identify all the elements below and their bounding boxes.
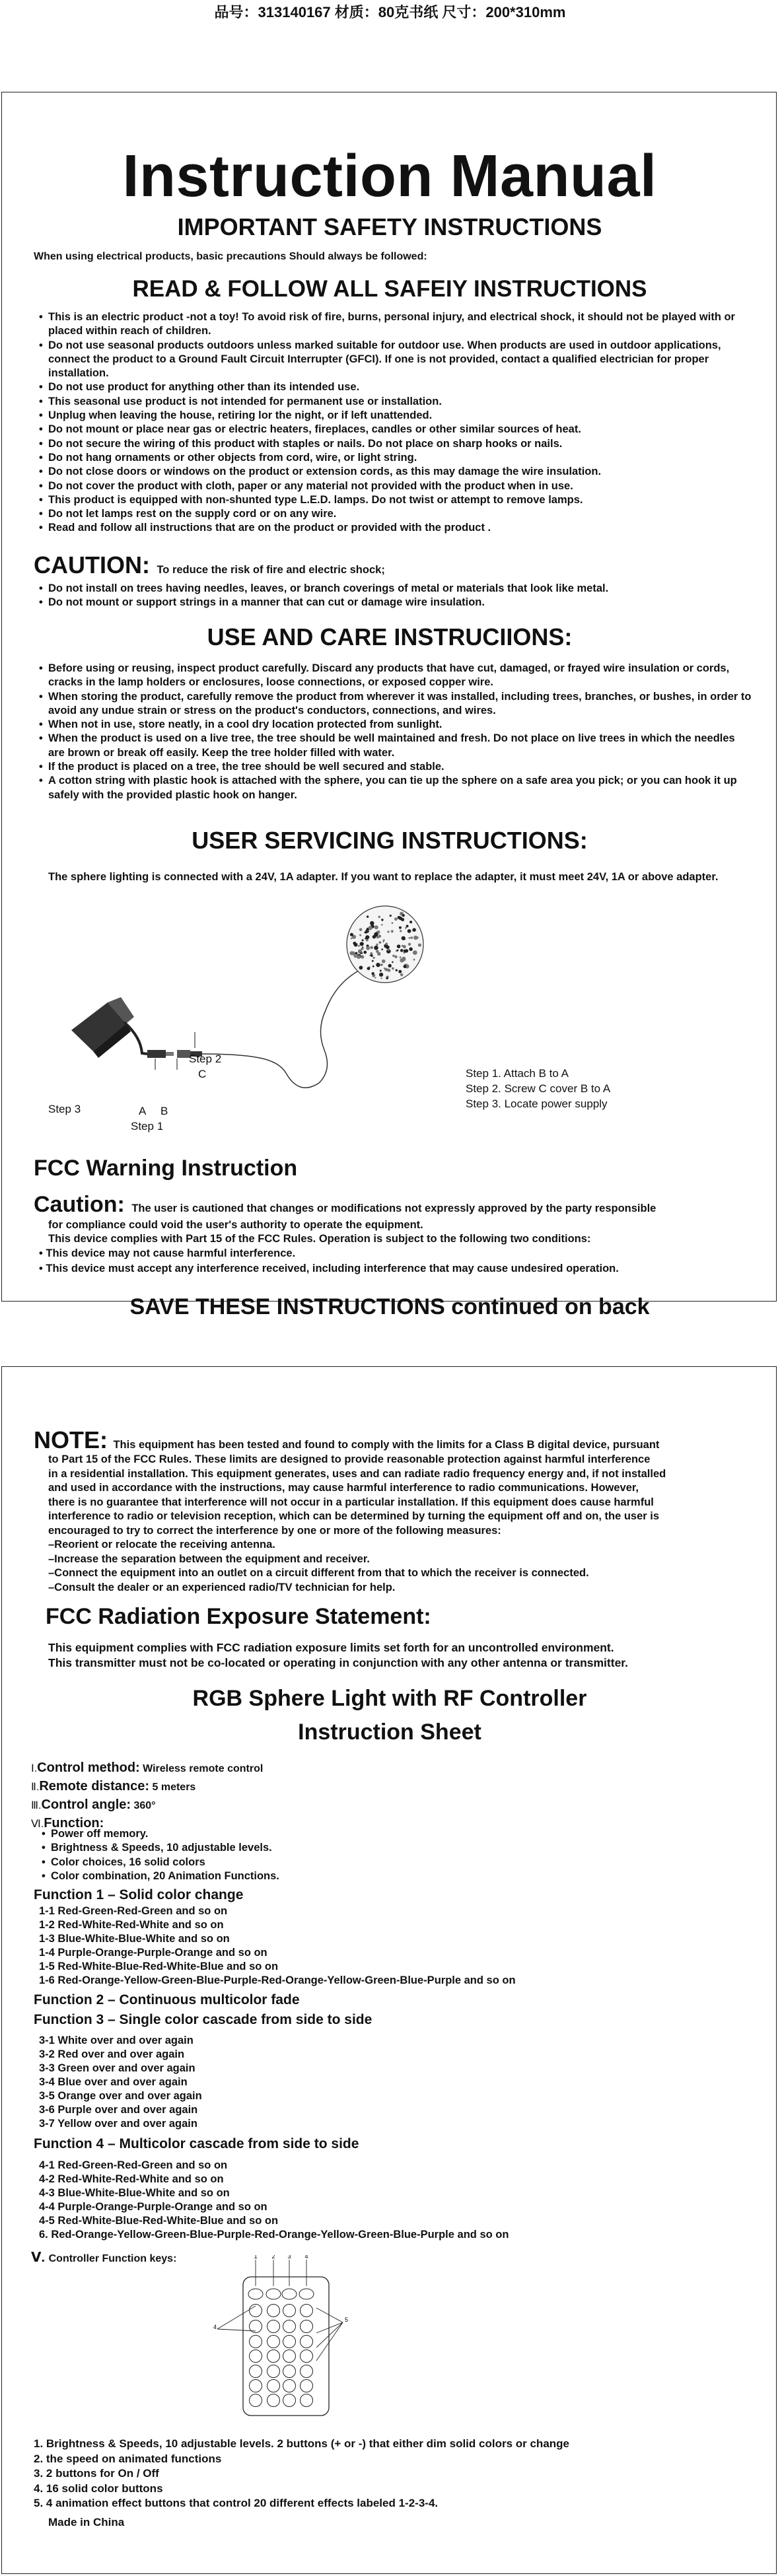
caution-block xyxy=(34,551,385,579)
sphere-bulb xyxy=(378,916,381,919)
spec-label: Control angle: xyxy=(41,1797,131,1812)
step3-label: Step 3 xyxy=(48,1103,81,1115)
spec-row xyxy=(31,1778,263,1796)
sphere-bulb xyxy=(378,941,381,944)
safety-item: • This is an electric product -not a toy! To avoid risk of fire, burns, personal injury, and electrical shock, it should not be played with or placed within reach of children. xyxy=(39,310,752,339)
sphere-bulb xyxy=(359,966,363,970)
function3-list xyxy=(39,2034,202,2131)
note-line: there is no guarantee that interference will not occur in a particular installation. If this equipment does cause harmful xyxy=(48,1496,654,1508)
remote-key xyxy=(267,2365,280,2378)
sphere-bulb xyxy=(384,967,386,969)
sphere-bulb xyxy=(387,930,389,932)
remote-key xyxy=(267,2350,280,2363)
sphere-bulb xyxy=(396,969,398,971)
key-description: 4. 16 solid color buttons xyxy=(34,2482,163,2495)
spec-number: Ⅵ. xyxy=(31,1819,44,1830)
sphere-bulb xyxy=(404,965,407,968)
connector-illustration xyxy=(147,971,359,1088)
function4-heading: Function 4 – Multicolor cascade from side to side xyxy=(34,2136,359,2151)
sphere-light-illustration xyxy=(347,906,423,983)
sphere-bulb xyxy=(374,946,378,950)
function-item: • Color combination, 20 Animation Functions. xyxy=(42,1869,279,1883)
sphere-bulb xyxy=(398,970,402,973)
user-servicing-heading: USER SERVICING INSTRUCTIONS: xyxy=(192,827,588,854)
sphere-bulb xyxy=(402,914,405,917)
sphere-bulb xyxy=(397,950,399,952)
remote-key xyxy=(301,2320,313,2333)
spec-value: 5 meters xyxy=(149,1782,196,1793)
function3-heading: Function 3 – Single color cascade from side to side xyxy=(34,2012,372,2027)
sphere-bulb xyxy=(357,955,361,959)
function1-list xyxy=(39,1904,516,1988)
caution2-line: for compliance could void the user's authority to operate the equipment. xyxy=(48,1219,423,1231)
remote-key xyxy=(301,2380,313,2392)
sphere-bulb xyxy=(386,946,390,950)
function1-heading: Function 1 – Solid color change xyxy=(34,1887,244,1902)
caution-list xyxy=(39,582,752,610)
sphere-bulb xyxy=(392,922,394,924)
sphere-bulb xyxy=(385,942,388,945)
sphere-bulb xyxy=(381,924,383,926)
function3-item: 3-7 Yellow over and over again xyxy=(39,2118,197,2130)
spec-number: Ⅲ. xyxy=(31,1800,42,1811)
controller-keys-number: Ⅴ. xyxy=(31,2250,46,2265)
label-b: B xyxy=(160,1105,168,1117)
function4-item: 4-5 Red-White-Blue-Red-White-Blue and so on xyxy=(39,2215,279,2227)
function4-item: 6. Red-Orange-Yellow-Green-Blue-Purple-Red-Orange-Yellow-Green-Blue-Purple and so on xyxy=(39,2229,509,2241)
function3-item: 3-5 Orange over and over again xyxy=(39,2090,202,2102)
function-list xyxy=(42,1827,279,1883)
sphere-bulb xyxy=(394,917,398,921)
sphere-bulb xyxy=(397,944,401,948)
caution-label: CAUTION: xyxy=(34,551,150,578)
sphere-bulb xyxy=(380,963,383,966)
key-list xyxy=(34,2437,569,2511)
sphere-bulb xyxy=(399,926,402,929)
remote-key xyxy=(283,2305,296,2317)
remote-key xyxy=(301,2305,313,2317)
remote-key xyxy=(267,2394,280,2407)
sphere-bulb xyxy=(367,916,369,918)
sphere-bulb xyxy=(418,944,421,947)
safety-item: • Do not secure the wiring of this product with staples or nails. Do not place on sharp hooks or nails. xyxy=(39,437,752,451)
note-first-line: This equipment has been tested and found to comply with the limits for a Class B digital device, pursuant xyxy=(113,1439,660,1451)
sphere-bulb xyxy=(409,948,413,952)
caution2-block xyxy=(34,1192,656,1218)
callout-1: 1 xyxy=(254,2255,258,2260)
use-care-item: • If the product is placed on a tree, the tree should be well secured and stable. xyxy=(39,760,752,774)
sphere-bulb xyxy=(386,977,388,979)
step2-label: Step 2 xyxy=(189,1053,222,1065)
sphere-bulb xyxy=(366,939,369,942)
note-line: –Increase the separation between the equipment and receiver. xyxy=(48,1552,370,1565)
use-care-item: • When not in use, store neatly, in a cool dry location protected from sunlight. xyxy=(39,718,752,732)
label-a: A xyxy=(139,1105,147,1117)
sphere-bulb xyxy=(380,970,382,972)
sphere-bulb xyxy=(394,956,397,958)
note-label: NOTE: xyxy=(34,1426,108,1453)
caution2-label: Caution: xyxy=(34,1192,125,1217)
sheet-title: Instruction Sheet xyxy=(298,1720,481,1745)
read-follow-heading: READ & FOLLOW ALL SAFEIY INSTRUCTIONS xyxy=(132,276,647,302)
remote-key xyxy=(301,2336,313,2348)
use-care-heading: USE AND CARE INSTRUCIIONS: xyxy=(207,623,573,650)
remote-key xyxy=(283,2365,296,2378)
sphere-bulb xyxy=(392,967,394,970)
function4-item: 4-2 Red-White-Red-White and so on xyxy=(39,2173,224,2185)
function4-item: 4-3 Blue-White-Blue-White and so on xyxy=(39,2187,230,2199)
remote-key xyxy=(250,2350,262,2363)
spec-label: Function: xyxy=(44,1816,104,1830)
note-line: to Part 15 of the FCC Rules. These limits are designed to provide reasonable protection against harmful interference xyxy=(48,1453,651,1465)
sphere-bulb xyxy=(381,919,383,921)
fcc-condition: • This device must accept any interference received, including interference that may cause undesired operation. xyxy=(39,1263,619,1274)
spec-value: Wireless remote control xyxy=(139,1763,264,1774)
sphere-bulb xyxy=(351,938,353,940)
safety-item: • Read and follow all instructions that are on the product or provided with the product . xyxy=(39,521,752,535)
steps-list xyxy=(466,1066,610,1111)
note-line: and used in accordance with the instructions, may cause harmful interference to radio communications. However, xyxy=(48,1482,639,1494)
made-in-china: Made in China xyxy=(48,2516,125,2528)
remote-key xyxy=(283,2350,296,2363)
function1-item: 1-1 Red-Green-Red-Green and so on xyxy=(39,1905,228,1917)
remote-key xyxy=(250,2365,262,2378)
sphere-bulb xyxy=(366,946,370,950)
callout-5b: 5 xyxy=(345,2316,349,2323)
function2-heading: Function 2 – Continuous multicolor fade xyxy=(34,1992,300,2007)
spec-list xyxy=(31,1759,263,1833)
note-line: encouraged to try to correct the interference by one or more of the following measures: xyxy=(48,1524,501,1537)
sphere-bulb xyxy=(367,967,371,970)
sphere-bulb xyxy=(380,977,382,979)
sphere-bulb xyxy=(364,932,366,934)
spec-row xyxy=(31,1796,263,1815)
remote-key xyxy=(283,2380,296,2392)
sphere-bulb xyxy=(412,928,416,932)
use-care-item: • Before using or reusing, inspect product carefully. Discard any products that have cut, damaged, or frayed wire insulation or cords, cracks in the lamp holders or enclosures, loose connections, or exposed copper wire. xyxy=(39,662,752,690)
sphere-bulb xyxy=(381,948,383,950)
sphere-bulb xyxy=(376,963,380,967)
function-item: • Power off memory. xyxy=(42,1827,279,1841)
safety-item: • Do not let lamps rest on the supply cord or on any wire. xyxy=(39,507,752,521)
power-adapter-illustration xyxy=(71,997,147,1058)
fcc-warning-heading: FCC Warning Instruction xyxy=(34,1156,298,1181)
function1-item: 1-2 Red-White-Red-White and so on xyxy=(39,1919,224,1931)
spec-number: Ⅰ. xyxy=(31,1763,38,1774)
sphere-bulb xyxy=(392,955,395,957)
sphere-bulb xyxy=(390,915,392,917)
spec-label: Control method: xyxy=(37,1760,140,1775)
sphere-bulb xyxy=(372,960,374,962)
sphere-bulb xyxy=(392,961,394,963)
fcc-conditions xyxy=(39,1246,619,1276)
sphere-bulb xyxy=(374,977,376,979)
sphere-bulb xyxy=(410,936,413,939)
sphere-bulb xyxy=(372,972,374,975)
remote-key xyxy=(267,2380,280,2392)
safety-item: • Do not cover the product with cloth, paper or any material not provided with the product when in use. xyxy=(39,479,752,493)
function3-item: 3-4 Blue over and over again xyxy=(39,2076,188,2088)
remote-key xyxy=(248,2289,263,2299)
safety-item: • Unplug when leaving the house, retiring lor the night, or if left unattended. xyxy=(39,409,752,423)
callout-5a: 4 xyxy=(213,2324,217,2330)
controller-keys-heading xyxy=(31,2249,176,2268)
sphere-bulb xyxy=(350,933,353,936)
sphere-bulb xyxy=(387,969,390,972)
function3-item: 3-6 Purple over and over again xyxy=(39,2104,198,2116)
safety-item: • Do not use product for anything other than its intended use. xyxy=(39,380,752,394)
remote-key xyxy=(250,2394,262,2407)
use-care-item: • A cotton string with plastic hook is attached with the sphere, you can tie up the sphere on a safe area you pick; or you can hook it up safely with the provided plastic hook on hanger. xyxy=(39,774,752,802)
function1-item: 1-6 Red-Orange-Yellow-Green-Blue-Purple-Red-Orange-Yellow-Green-Blue-Purple and so on xyxy=(39,1974,516,1986)
sphere-bulb xyxy=(376,944,378,946)
sphere-bulb xyxy=(416,936,418,938)
function4-item: 4-1 Red-Green-Red-Green and so on xyxy=(39,2159,228,2171)
spec-number: Ⅱ. xyxy=(31,1782,40,1793)
function1-item: 1-5 Red-White-Blue-Red-White-Blue and so on xyxy=(39,1961,279,1972)
key-description: 2. the speed on animated functions xyxy=(34,2452,222,2465)
note-block xyxy=(34,1426,659,1454)
label-c: C xyxy=(198,1068,207,1080)
sphere-bulb xyxy=(377,952,380,956)
assembly-diagram xyxy=(42,905,755,1142)
safety-subtitle: IMPORTANT SAFETY INSTRUCTIONS xyxy=(177,213,602,240)
sphere-bulb xyxy=(370,946,373,950)
caution-item: • Do not mount or support strings in a manner that can cut or damage wire insulation. xyxy=(39,596,752,609)
function4-list xyxy=(39,2159,509,2242)
callout-2: 2 xyxy=(271,2255,275,2260)
remote-key xyxy=(267,2305,280,2317)
sphere-bulb xyxy=(372,957,374,959)
callout-3: 3 xyxy=(287,2255,291,2260)
sphere-bulb xyxy=(359,928,363,931)
spec-label: Remote distance: xyxy=(39,1779,150,1793)
sphere-bulb xyxy=(360,953,361,954)
save-instructions: SAVE THESE INSTRUCTIONS continued on back xyxy=(129,1294,650,1319)
note-line: –Reorient or relocate the receiving antenna. xyxy=(48,1539,275,1550)
remote-key xyxy=(301,2365,313,2378)
sphere-bulb xyxy=(400,930,402,932)
back-page xyxy=(1,1366,777,2574)
note-lines xyxy=(48,1453,666,1595)
sphere-bulb xyxy=(399,917,402,920)
remote-key xyxy=(283,2320,296,2333)
sphere-bulb xyxy=(369,926,372,930)
sphere-bulb xyxy=(408,929,411,933)
sphere-bulb xyxy=(360,942,364,946)
remote-key xyxy=(250,2336,262,2348)
user-servicing-text: The sphere lighting is connected with a 24V, 1A adapter. If you want to replace the adapter, it must meet 24V, 1A or above adapter. xyxy=(48,871,719,883)
sphere-bulb xyxy=(361,955,364,958)
remote-key xyxy=(282,2289,297,2299)
intro-text: When using electrical products, basic precautions Should always be followed: xyxy=(34,251,427,262)
controller-keys-label: Controller Function keys: xyxy=(48,2253,177,2264)
sphere-bulb xyxy=(402,945,404,947)
print-spec-header: 品号：313140167 材质：80克书纸 尺寸：200*310mm xyxy=(214,4,566,20)
fcc-radiation-line: This equipment complies with FCC radiation exposure limits set forth for an uncontrolled environment. xyxy=(48,1641,614,1654)
sphere-bulb xyxy=(400,973,403,976)
spec-value: 360° xyxy=(131,1800,156,1811)
sphere-bulb xyxy=(388,964,392,967)
function1-item: 1-4 Purple-Orange-Purple-Orange and so on xyxy=(39,1947,267,1959)
callout-lines xyxy=(217,2260,343,2361)
caution2-line: This device complies with Part 15 of the FCC Rules. Operation is subject to the following two conditions: xyxy=(48,1233,591,1245)
note-line: in a residential installation. This equipment generates, uses and can radiate radio frequency energy and, if not installed xyxy=(48,1467,666,1480)
use-care-item: • When storing the product, carefully remove the product from wherever it was installed, including trees, branches, or bushes, in order to avoid any undue strain or stress on the product's conductors, connections, and wires. xyxy=(39,690,752,718)
function3-item: 3-2 Red over and over again xyxy=(39,2048,185,2060)
sphere-bulb xyxy=(409,937,411,939)
use-care-item: • When the product is used on a live tree, the tree should be well maintained and fresh. Do not place on live trees in which the needles are brown or break off easily. Keep the tree holder filled with water. xyxy=(39,732,752,760)
remote-controller-diagram xyxy=(200,2255,372,2420)
sphere-bulb xyxy=(400,956,402,958)
sphere-bulb xyxy=(383,939,385,941)
sphere-bulb xyxy=(404,950,406,952)
remote-key xyxy=(267,2336,280,2348)
function4-item: 4-4 Purple-Orange-Purple-Orange and so on xyxy=(39,2201,267,2213)
note-line: –Consult the dealer or an experienced radio/TV technician for help. xyxy=(48,1581,396,1593)
caution-item: • Do not install on trees having needles, leaves, or branch coverings of metal or materials that look like metal. xyxy=(39,582,752,596)
safety-item: • Do not mount or place near gas or electric heaters, fireplaces, candles or other similar sources of heat. xyxy=(39,423,752,436)
sphere-bulb xyxy=(405,927,407,929)
remote-key xyxy=(250,2380,262,2392)
safety-item: • Do not hang ornaments or other objects from cord, wire, or light string. xyxy=(39,451,752,465)
function-item: • Brightness & Speeds, 10 adjustable levels. xyxy=(42,1841,279,1855)
sphere-bulb xyxy=(413,950,417,955)
remote-key xyxy=(283,2394,296,2407)
remote-key xyxy=(267,2320,280,2333)
sphere-bulb xyxy=(400,949,404,952)
sphere-bulb xyxy=(353,942,356,945)
page-title: Instruction Manual xyxy=(122,143,657,209)
safety-item: • This product is equipped with non-shunted type L.E.D. lamps. Do not twist or attempt to remove lamps. xyxy=(39,493,752,507)
sphere-bulb xyxy=(371,954,373,957)
sphere-bulb xyxy=(402,957,406,961)
sphere-bulb xyxy=(391,930,394,932)
safety-list xyxy=(39,310,752,536)
remote-key xyxy=(283,2336,296,2348)
assembly-step: Step 1. Attach B to A xyxy=(466,1067,569,1080)
sphere-bulb xyxy=(363,951,367,954)
sphere-bulb xyxy=(361,948,364,950)
fcc-radiation-text xyxy=(48,1640,628,1671)
function3-item: 3-3 Green over and over again xyxy=(39,2062,195,2074)
callout-4: 4 xyxy=(304,2255,308,2260)
sphere-bulb xyxy=(353,953,355,956)
sphere-bulb xyxy=(374,925,378,929)
sphere-bulb xyxy=(382,959,386,963)
fcc-radiation-line: This transmitter must not be co-located or operating in conjunction with any other antenna or transmitter. xyxy=(48,1656,629,1669)
step1-label: Step 1 xyxy=(131,1120,164,1132)
sphere-bulb xyxy=(409,921,412,923)
sphere-bulb xyxy=(402,936,406,940)
note-line: interference to radio or television reception, which can be determined by turning the equipment off and on, the user is xyxy=(48,1510,660,1522)
remote-buttons xyxy=(248,2289,314,2407)
remote-key xyxy=(299,2289,314,2299)
assembly-step: Step 2. Screw C cover B to A xyxy=(466,1082,611,1095)
caution2-text: The user is cautioned that changes or modifications not expressly approved by the party responsible xyxy=(131,1202,656,1214)
fcc-radiation-heading: FCC Radiation Exposure Statement: xyxy=(46,1604,431,1629)
remote-key xyxy=(301,2394,313,2407)
sphere-bulb xyxy=(406,925,409,928)
function3-item: 3-1 White over and over again xyxy=(39,2035,194,2046)
note-line: –Connect the equipment into an outlet on a circuit different from that to which the receiver is connected. xyxy=(48,1567,589,1579)
key-description: 1. Brightness & Speeds, 10 adjustable levels. 2 buttons (+ or -) that either dim solid colors or change xyxy=(34,2437,569,2450)
safety-item: • This seasonal use product is not intended for permanent use or installation. xyxy=(39,395,752,409)
sphere-bulb xyxy=(408,943,411,946)
sphere-bulb xyxy=(388,950,390,952)
function1-item: 1-3 Blue-White-Blue-White and so on xyxy=(39,1933,230,1945)
assembly-step: Step 3. Locate power supply xyxy=(466,1097,608,1110)
key-description: 3. 2 buttons for On / Off xyxy=(34,2467,159,2480)
sphere-bulb xyxy=(362,939,364,941)
use-care-list xyxy=(39,662,752,802)
sphere-bulb xyxy=(374,932,378,936)
sphere-bulb xyxy=(372,965,374,967)
safety-item: • Do not close doors or windows on the product or extension cords, as this may damage the wire insulation. xyxy=(39,465,752,479)
sphere-bulb xyxy=(365,935,369,939)
caution-text: To reduce the risk of fire and electric shock; xyxy=(157,564,385,576)
fcc-condition: • This device may not cause harmful interference. xyxy=(39,1247,296,1259)
key-description: 5. 4 animation effect buttons that control 20 different effects labeled 1-2-3-4. xyxy=(34,2497,439,2509)
function-item: • Color choices, 16 solid colors xyxy=(42,1856,279,1869)
remote-key xyxy=(301,2350,313,2363)
sphere-bulb xyxy=(413,959,415,961)
sphere-bulb xyxy=(358,950,362,954)
product-title: RGB Sphere Light with RF Controller xyxy=(192,1686,587,1711)
front-page xyxy=(1,92,777,1319)
remote-key xyxy=(266,2289,281,2299)
sphere-bulb xyxy=(359,934,361,936)
sphere-bulb xyxy=(379,973,383,977)
sphere-bulb xyxy=(358,945,360,947)
caution2-lines xyxy=(48,1218,590,1246)
spec-row xyxy=(31,1759,263,1778)
safety-item: • Do not use seasonal products outdoors unless marked suitable for outdoor use. When products are used in outdoor applications, connect the product to a Ground Fault Circuit Interrupter (GFCI). If one is not provided, contact a qualified electrician for proper installation. xyxy=(39,339,752,381)
